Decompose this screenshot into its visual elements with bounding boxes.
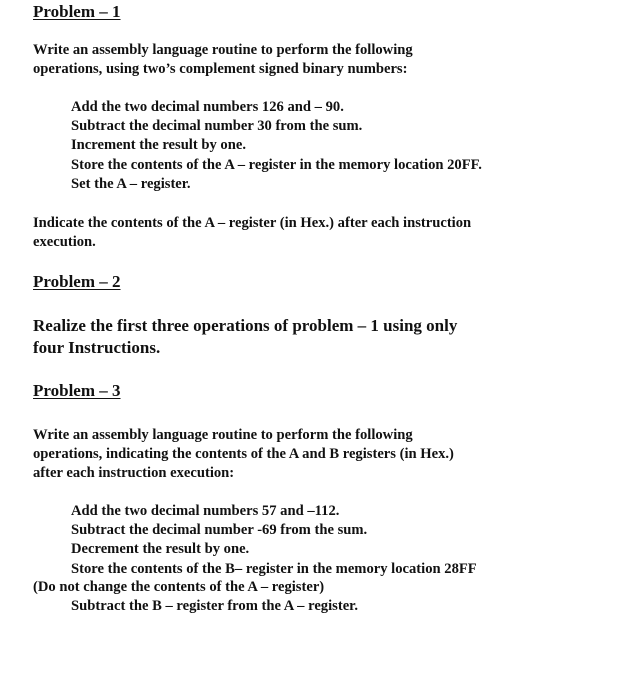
problem-3-steps	[71, 502, 477, 579]
problem-3-step: Store the contents of the B– register in the memory location 28FF	[71, 560, 477, 577]
problem-2-text	[33, 315, 457, 359]
problem-1-steps	[71, 98, 482, 194]
problem-2-text-line: Realize the first three operations of problem – 1 using only	[33, 316, 458, 335]
problem-3-step: Decrement the result by one.	[71, 541, 250, 558]
problem-3-intro-line: operations, indicating the contents of the A and B registers (in Hex.)	[33, 446, 454, 462]
problem-1-intro-line: Write an assembly language routine to perform the following	[33, 42, 413, 58]
problem-1-closing-line: Indicate the contents of the A – register (in Hex.) after each instruction	[33, 215, 472, 231]
problem-1-closing	[33, 214, 471, 252]
problem-1-heading: Problem – 1	[33, 2, 121, 21]
problem-3-intro	[33, 426, 454, 483]
problem-3-step: Subtract the decimal number -69 from the sum.	[71, 522, 368, 539]
problem-1-intro-line: operations, using two’s complement signed binary numbers:	[33, 61, 408, 77]
problem-2-heading: Problem – 2	[33, 272, 121, 291]
problem-3-last-step: Subtract the B – register from the A – register.	[71, 598, 358, 614]
problem-1-step: Increment the result by one.	[71, 137, 246, 154]
problem-1-step: Store the contents of the A – register in the memory location 20FF.	[71, 156, 482, 173]
problem-1-step: Add the two decimal numbers 126 and – 90.	[71, 99, 344, 115]
problem-1-step: Subtract the decimal number 30 from the sum.	[71, 118, 363, 135]
problem-3-intro-line: Write an assembly language routine to perform the following	[33, 427, 413, 443]
problem-2-text-line: four Instructions.	[33, 338, 161, 357]
problem-1-intro	[33, 41, 413, 79]
problem-1-closing-line: execution.	[33, 234, 96, 250]
problem-1-step: Set the A – register.	[71, 175, 191, 192]
problem-3-intro-line: after each instruction execution:	[33, 465, 235, 481]
problem-3-note: (Do not change the contents of the A – register)	[33, 579, 325, 595]
problem-3-heading: Problem – 3	[33, 381, 121, 400]
problem-3-step: Add the two decimal numbers 57 and –112.	[71, 503, 340, 519]
